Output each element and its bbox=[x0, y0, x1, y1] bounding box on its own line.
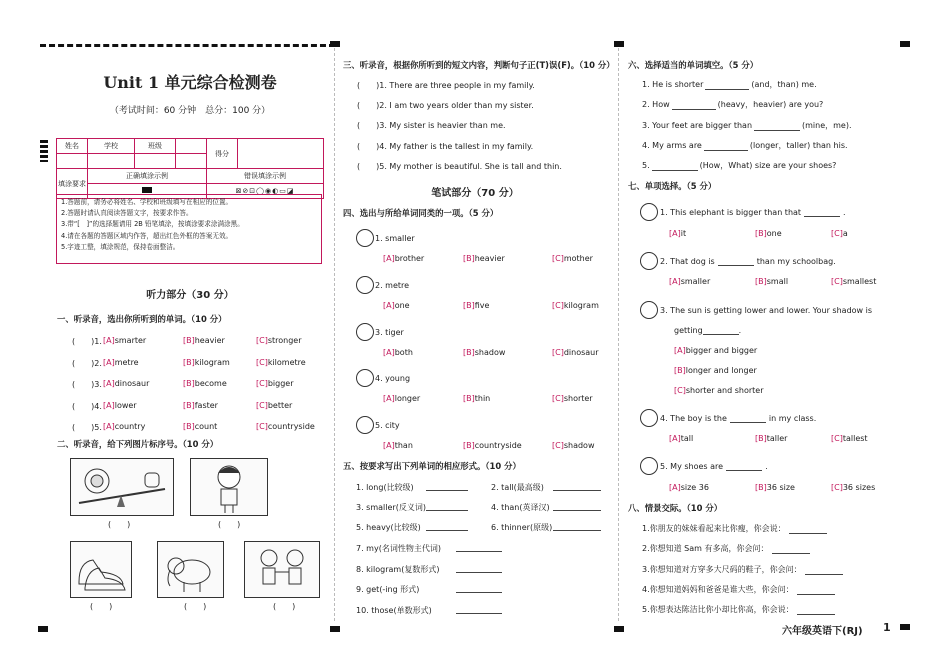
option-text: brother bbox=[394, 254, 425, 263]
option-b[interactable] bbox=[183, 379, 227, 388]
option-text: dinosaur bbox=[114, 379, 150, 388]
option-text: kilometre bbox=[267, 357, 306, 367]
option-b[interactable] bbox=[674, 366, 757, 375]
option-b[interactable] bbox=[755, 277, 788, 286]
answer-circle[interactable] bbox=[640, 409, 658, 427]
answer-blank[interactable] bbox=[553, 522, 601, 531]
option-letter: [A] bbox=[103, 336, 115, 345]
answer-blank[interactable] bbox=[426, 482, 468, 491]
picture-answer-blank[interactable]: ( ) bbox=[108, 520, 131, 529]
sentence-start: 4. My arms are bbox=[642, 140, 702, 150]
question-3 bbox=[660, 306, 872, 315]
option-letter: [B] bbox=[183, 422, 195, 431]
option-c[interactable] bbox=[674, 386, 764, 395]
option-letter: [B] bbox=[463, 394, 475, 404]
sentence-end: (heavy，heavier) are you? bbox=[717, 100, 824, 110]
option-letter: [A] bbox=[669, 229, 681, 238]
section1-heading: 一、听录音，选出你所听到的单词。（10 分） bbox=[57, 314, 227, 324]
option-letter: [A] bbox=[669, 483, 681, 492]
section5-heading: 五、按要求写出下列单词的相应形式。（10 分） bbox=[343, 461, 521, 471]
option-text: countryside bbox=[474, 441, 522, 451]
option-a[interactable] bbox=[669, 483, 709, 492]
answer-blank[interactable] bbox=[652, 162, 698, 171]
corner-mark bbox=[38, 626, 48, 632]
question-end: . bbox=[843, 208, 846, 217]
top-dash-line bbox=[40, 44, 335, 47]
footer-grade: 六年级英语下(RJ) bbox=[782, 626, 863, 637]
question-number: ( )1. bbox=[72, 337, 102, 346]
corner-mark bbox=[330, 626, 340, 632]
option-text: longer bbox=[394, 394, 421, 404]
tf-statement[interactable]: ( )5. My mother is beautiful. She is tall and thin. bbox=[357, 161, 562, 171]
question-1 bbox=[660, 208, 846, 217]
word-form-prompt: 7. my(名词性物主代词) bbox=[356, 544, 441, 553]
question-text: 2. That dog is bbox=[660, 257, 715, 266]
question-end: in my class. bbox=[768, 414, 817, 423]
option-a[interactable] bbox=[103, 401, 137, 410]
option-text: bigger bbox=[267, 379, 294, 388]
option-letter: [C] bbox=[256, 400, 268, 410]
page-title: Unit 1 单元综合检测卷 bbox=[103, 73, 277, 92]
option-letter: [C] bbox=[831, 483, 843, 492]
option-letter: [A] bbox=[383, 300, 395, 310]
given-word: 4. young bbox=[375, 374, 411, 384]
option-c[interactable] bbox=[831, 434, 868, 443]
answer-blank[interactable] bbox=[672, 101, 716, 110]
option-text: tallest bbox=[842, 434, 868, 443]
picture-answer-blank[interactable]: ( ) bbox=[273, 602, 296, 611]
word-form-prompt: 5. heavy(比较级) bbox=[356, 523, 421, 532]
picture-seesaw bbox=[70, 458, 174, 516]
sentence-end: (and，than) me. bbox=[751, 80, 817, 89]
wrong-fill-sample: ⊠⊘⊡◯◉◐▭◪ bbox=[207, 184, 324, 199]
option-letter: [C] bbox=[256, 379, 268, 388]
section3-heading: 三、听录音，根据你所听到的短文内容，判断句子正(T)误(F)。（10 分） bbox=[343, 60, 615, 70]
option-letter: [A] bbox=[674, 346, 686, 355]
option-text: bigger and bigger bbox=[685, 346, 758, 355]
option-text: longer and longer bbox=[685, 366, 757, 375]
option-letter: [B] bbox=[183, 400, 195, 410]
option-text: heavier bbox=[194, 336, 225, 345]
option-letter: [A] bbox=[103, 400, 115, 410]
option-text: smallest bbox=[842, 277, 877, 286]
school-cell[interactable] bbox=[88, 154, 135, 169]
option-c[interactable] bbox=[552, 254, 593, 263]
option-letter: [B] bbox=[463, 254, 475, 263]
option-letter: [B] bbox=[183, 336, 195, 345]
answer-blank[interactable] bbox=[426, 522, 468, 531]
option-letter: [C] bbox=[831, 229, 843, 238]
word-form-prompt: 4. than(英译汉) bbox=[491, 503, 550, 512]
option-text: better bbox=[267, 400, 293, 410]
section8-heading: 八、情景交际。（10 分） bbox=[628, 503, 723, 513]
corner-mark bbox=[614, 626, 624, 632]
option-letter: [B] bbox=[755, 277, 767, 286]
given-word: 3. tiger bbox=[375, 327, 404, 337]
dialogue-prompt bbox=[642, 564, 843, 575]
answer-circle[interactable] bbox=[356, 369, 374, 387]
answer-blank[interactable] bbox=[726, 462, 762, 471]
correct-fill-label: 正确填涂示例 bbox=[88, 169, 207, 184]
note-line: 3.带“[ ]”的选择题请用 2B 铅笔填涂，按填涂要求涂满涂黑。 bbox=[61, 220, 244, 229]
option-letter: [B] bbox=[755, 483, 767, 492]
option-letter: [C] bbox=[256, 357, 268, 367]
given-word: 2. metre bbox=[375, 280, 410, 290]
option-letter: [C] bbox=[831, 277, 843, 286]
option-letter: [C] bbox=[552, 394, 564, 404]
answer-blank[interactable] bbox=[704, 142, 748, 151]
option-text: taller bbox=[766, 434, 788, 443]
option-c[interactable] bbox=[552, 441, 594, 450]
option-text: tall bbox=[680, 434, 694, 443]
option-c[interactable] bbox=[256, 422, 315, 431]
section6-heading: 六、选择适当的单词填空。（5 分） bbox=[628, 60, 759, 70]
option-letter: [B] bbox=[755, 229, 767, 238]
option-letter: [B] bbox=[463, 347, 475, 357]
question-text: 4. The boy is the bbox=[660, 414, 727, 423]
corner-mark bbox=[900, 624, 910, 630]
picture-answer-blank[interactable]: ( ) bbox=[184, 602, 207, 611]
word-form-prompt: 1. long(比较级) bbox=[356, 483, 414, 492]
option-a[interactable] bbox=[383, 441, 413, 450]
fill-sentence bbox=[642, 79, 817, 90]
prompt-text: 1.你朋友的妹妹看起来比你瘦，你会说： bbox=[642, 524, 786, 533]
question-number: ( )4. bbox=[72, 401, 102, 411]
corner-mark bbox=[900, 41, 910, 47]
option-letter: [C] bbox=[256, 336, 268, 345]
answer-circle[interactable] bbox=[640, 301, 658, 319]
given-word: 5. city bbox=[375, 421, 400, 431]
section7-heading: 七、单项选择。（5 分） bbox=[628, 181, 717, 191]
note-line: 1.答题前，请务必将姓名、学校和班级填写在相应的位置。 bbox=[61, 198, 233, 206]
fill-sentence bbox=[642, 120, 852, 131]
option-letter: [B] bbox=[183, 357, 195, 367]
option-b[interactable] bbox=[463, 394, 490, 403]
option-c[interactable] bbox=[256, 401, 292, 410]
option-a[interactable] bbox=[669, 229, 686, 238]
given-word: 1. smaller bbox=[375, 234, 415, 243]
tf-statement[interactable]: ( )1. There are three people in my family. bbox=[357, 81, 535, 90]
sentence-start: 2. How bbox=[642, 100, 670, 110]
question-end: . bbox=[765, 462, 768, 471]
option-letter: [A] bbox=[383, 347, 395, 357]
option-text: shadow bbox=[474, 347, 506, 357]
option-letter: [A] bbox=[383, 441, 395, 451]
option-letter: [A] bbox=[669, 277, 681, 286]
picture-elephant bbox=[157, 541, 224, 598]
fill-rule-label: 填涂要求 bbox=[57, 169, 88, 199]
option-text: one bbox=[394, 300, 410, 310]
option-letter: [A] bbox=[383, 394, 395, 404]
answer-blank[interactable] bbox=[797, 606, 835, 615]
option-text: stronger bbox=[267, 336, 302, 345]
option-text: country bbox=[114, 422, 146, 431]
answer-circle[interactable] bbox=[640, 203, 658, 221]
school-label: 学校 bbox=[88, 139, 135, 154]
word-form-prompt: 9. get(-ing 形式) bbox=[356, 585, 420, 594]
option-b[interactable] bbox=[755, 434, 787, 443]
answer-blank[interactable] bbox=[804, 208, 840, 217]
option-c[interactable] bbox=[831, 483, 875, 492]
question-end: than my schoolbag. bbox=[756, 257, 836, 266]
tf-statement[interactable]: ( )2. I am two years older than my sister. bbox=[357, 101, 534, 111]
option-letter: [C] bbox=[256, 422, 268, 431]
prompt-text: 5.你想表达陈洁比你小却比你高，你会说： bbox=[642, 605, 794, 615]
option-letter: [B] bbox=[183, 379, 195, 388]
option-text: 36 sizes bbox=[842, 483, 876, 492]
option-text: both bbox=[394, 347, 413, 357]
option-c[interactable] bbox=[831, 229, 848, 238]
option-c[interactable] bbox=[256, 358, 306, 367]
option-text: than bbox=[394, 441, 413, 451]
option-text: countryside bbox=[267, 422, 315, 431]
option-letter: [A] bbox=[383, 254, 395, 263]
option-a[interactable] bbox=[103, 379, 149, 388]
option-letter: [C] bbox=[674, 386, 686, 395]
option-b[interactable] bbox=[755, 229, 782, 238]
option-letter: [C] bbox=[552, 254, 564, 263]
option-b[interactable] bbox=[463, 301, 489, 310]
word-form-prompt: 3. smaller(反义词) bbox=[356, 503, 426, 512]
option-text: five bbox=[474, 300, 490, 310]
option-text: mother bbox=[563, 254, 593, 263]
option-text: become bbox=[194, 379, 227, 388]
picture-girl bbox=[190, 458, 268, 516]
corner-mark bbox=[614, 41, 624, 47]
answer-blank[interactable] bbox=[456, 584, 502, 593]
option-letter: [C] bbox=[552, 347, 564, 357]
option-letter: [C] bbox=[831, 434, 843, 443]
option-text: kilogram bbox=[563, 300, 599, 310]
dialogue-prompt bbox=[642, 523, 827, 534]
option-a[interactable] bbox=[669, 434, 693, 443]
answer-blank[interactable] bbox=[754, 122, 800, 131]
option-b[interactable] bbox=[463, 254, 505, 263]
exam-time-info: （考试时间：60 分钟 总分：100 分） bbox=[109, 106, 271, 116]
word-form-prompt: 8. kilogram(复数形式) bbox=[356, 564, 440, 574]
written-heading: 笔试部分（70 分） bbox=[431, 188, 519, 199]
option-a[interactable] bbox=[674, 346, 757, 355]
option-text: faster bbox=[194, 400, 218, 410]
option-a[interactable] bbox=[383, 254, 424, 263]
question-number: ( )5. bbox=[72, 423, 102, 432]
picture-kids bbox=[244, 541, 320, 598]
option-b[interactable] bbox=[463, 348, 505, 357]
option-b[interactable] bbox=[463, 441, 522, 450]
answer-blank[interactable] bbox=[456, 605, 502, 614]
column-divider bbox=[618, 48, 620, 621]
answer-circle[interactable] bbox=[356, 416, 374, 434]
option-b[interactable] bbox=[183, 401, 218, 410]
fill-sentence bbox=[642, 99, 823, 110]
answer-blank[interactable] bbox=[797, 586, 835, 595]
option-text: dinosaur bbox=[563, 347, 599, 357]
option-text: smarter bbox=[114, 336, 147, 345]
option-a[interactable] bbox=[383, 301, 410, 310]
option-text: thin bbox=[474, 394, 491, 404]
answer-blank[interactable] bbox=[789, 525, 827, 534]
option-letter: [A] bbox=[103, 357, 115, 367]
sentence-start: 1. He is shorter bbox=[642, 80, 704, 89]
option-text: kilogram bbox=[194, 357, 230, 367]
option-b[interactable] bbox=[183, 336, 225, 345]
answer-circle[interactable] bbox=[640, 252, 658, 270]
word-form-prompt: 10. those(单数形式) bbox=[356, 605, 432, 615]
option-text: shorter and shorter bbox=[685, 386, 764, 395]
score-label: 得分 bbox=[207, 139, 238, 169]
answer-blank[interactable] bbox=[705, 81, 749, 90]
tf-statement[interactable]: ( )3. My sister is heavier than me. bbox=[357, 121, 506, 131]
name-label: 姓名 bbox=[57, 139, 88, 154]
question-text: getting bbox=[674, 326, 703, 335]
option-text: shorter bbox=[563, 394, 593, 404]
question-5 bbox=[660, 462, 768, 471]
answer-blank[interactable] bbox=[703, 326, 739, 335]
column-divider bbox=[334, 48, 336, 621]
picture-shoes bbox=[70, 541, 132, 598]
answer-blank[interactable] bbox=[805, 566, 843, 575]
option-c[interactable] bbox=[552, 301, 599, 310]
dialogue-prompt bbox=[642, 604, 835, 615]
sentence-end: (How，What) size are your shoes? bbox=[699, 161, 837, 171]
option-c[interactable] bbox=[256, 336, 302, 345]
info-table bbox=[56, 138, 324, 199]
question-4 bbox=[660, 414, 816, 423]
name-cell[interactable] bbox=[57, 154, 88, 169]
question-end: . bbox=[738, 326, 742, 335]
listening-heading: 听力部分（30 分） bbox=[146, 290, 234, 301]
section4-heading: 四、选出与所给单词同类的一项。（5 分） bbox=[343, 208, 499, 218]
prompt-text: 4.你想知道妈妈和爸爸是谁大些，你会问： bbox=[642, 584, 794, 594]
option-text: smaller bbox=[680, 277, 711, 286]
fill-sentence bbox=[642, 160, 836, 171]
option-letter: [B] bbox=[755, 434, 767, 443]
option-a[interactable] bbox=[103, 358, 139, 367]
option-a[interactable] bbox=[383, 394, 420, 403]
answer-blank[interactable] bbox=[772, 545, 810, 554]
corner-mark bbox=[330, 41, 340, 47]
option-c[interactable] bbox=[552, 348, 599, 357]
option-a[interactable] bbox=[103, 422, 145, 431]
class-cell[interactable] bbox=[135, 154, 176, 169]
footer-page-number: 1 bbox=[883, 621, 891, 634]
option-letter: [B] bbox=[463, 300, 475, 310]
option-letter: [A] bbox=[103, 422, 115, 431]
dialogue-prompt bbox=[642, 543, 810, 554]
option-letter: [C] bbox=[552, 300, 564, 310]
word-form-prompt: 6. thinner(原级) bbox=[491, 523, 553, 532]
notes-box bbox=[56, 194, 322, 264]
class-label: 班级 bbox=[135, 139, 176, 154]
option-letter: [C] bbox=[552, 441, 564, 451]
tf-statement[interactable]: ( )4. My father is the tallest in my family. bbox=[357, 141, 534, 151]
question-3-cont bbox=[674, 326, 741, 335]
option-text: shadow bbox=[563, 441, 595, 451]
option-letter: [B] bbox=[463, 441, 475, 451]
sentence-start: 5. bbox=[642, 161, 650, 171]
side-marks bbox=[40, 140, 48, 162]
picture-answer-blank[interactable]: ( ) bbox=[90, 602, 113, 611]
wrong-fill-label: 错误填涂示例 bbox=[207, 169, 324, 184]
blank-cell[interactable] bbox=[176, 139, 207, 154]
blank-cell[interactable] bbox=[176, 154, 207, 169]
option-c[interactable] bbox=[831, 277, 876, 286]
option-text: a bbox=[842, 229, 848, 238]
answer-blank[interactable] bbox=[426, 502, 468, 511]
option-text: lower bbox=[114, 400, 137, 410]
note-line: 5.字迹工整，填涂规范，保持卷面整洁。 bbox=[61, 242, 180, 251]
option-text: one bbox=[766, 229, 782, 238]
sentence-start: 3. Your feet are bigger than bbox=[642, 120, 753, 130]
option-c[interactable] bbox=[552, 394, 593, 403]
dialogue-prompt bbox=[642, 584, 835, 595]
question-text: 1. This elephant is bigger than that bbox=[660, 208, 802, 217]
option-a[interactable] bbox=[669, 277, 710, 286]
question-text: 5. My shoes are bbox=[660, 462, 724, 471]
option-letter: [A] bbox=[103, 379, 115, 388]
option-text: small bbox=[766, 277, 789, 286]
sentence-end: (longer，taller) than his. bbox=[749, 140, 848, 150]
sentence-end: (mine，me). bbox=[802, 120, 852, 130]
prompt-text: 2.你想知道 Sam 有多高，你会问： bbox=[642, 544, 769, 554]
option-b[interactable] bbox=[183, 358, 230, 367]
question-number: ( )3. bbox=[72, 380, 102, 389]
note-line: 4.请在各题的答题区域内作答，超出红色外框的答案无效。 bbox=[61, 231, 233, 240]
prompt-text: 3.你想知道对方穿多大尺码的鞋子，你会问： bbox=[642, 564, 802, 574]
word-form-prompt: 2. tall(最高级) bbox=[491, 483, 544, 492]
answer-blank[interactable] bbox=[718, 257, 754, 266]
option-text: it bbox=[680, 229, 687, 238]
option-text: 36 size bbox=[766, 483, 795, 492]
answer-blank[interactable] bbox=[456, 543, 502, 552]
answer-blank[interactable] bbox=[730, 414, 766, 423]
answer-circle[interactable] bbox=[356, 323, 374, 341]
question-text: 3. The sun is getting lower and lower. Your shadow is bbox=[660, 306, 873, 315]
answer-blank[interactable] bbox=[456, 564, 502, 573]
section2-heading: 二、听录音，给下列图片标序号。（10 分） bbox=[57, 439, 219, 449]
fill-sentence bbox=[642, 140, 848, 151]
score-cell[interactable] bbox=[238, 139, 324, 169]
option-text: heavier bbox=[474, 254, 505, 263]
answer-blank[interactable] bbox=[553, 502, 601, 511]
option-letter: [A] bbox=[669, 434, 681, 443]
option-a[interactable] bbox=[383, 348, 413, 357]
answer-circle[interactable] bbox=[640, 457, 658, 475]
note-line: 2.答题时请认真阅读答题文字，按要求作答。 bbox=[61, 209, 193, 218]
option-text: count bbox=[194, 422, 218, 431]
option-b[interactable] bbox=[755, 483, 795, 492]
question-2 bbox=[660, 257, 836, 266]
option-text: size 36 bbox=[680, 483, 709, 492]
picture-answer-blank[interactable]: ( ) bbox=[218, 520, 241, 529]
option-b[interactable] bbox=[183, 422, 217, 431]
option-a[interactable] bbox=[103, 336, 146, 345]
option-c[interactable] bbox=[256, 379, 294, 388]
option-letter: [B] bbox=[674, 366, 686, 375]
option-text: metre bbox=[114, 357, 139, 367]
answer-circle[interactable] bbox=[356, 276, 374, 294]
answer-blank[interactable] bbox=[553, 482, 601, 491]
question-number: ( )2. bbox=[72, 358, 102, 368]
answer-circle[interactable] bbox=[356, 229, 374, 247]
